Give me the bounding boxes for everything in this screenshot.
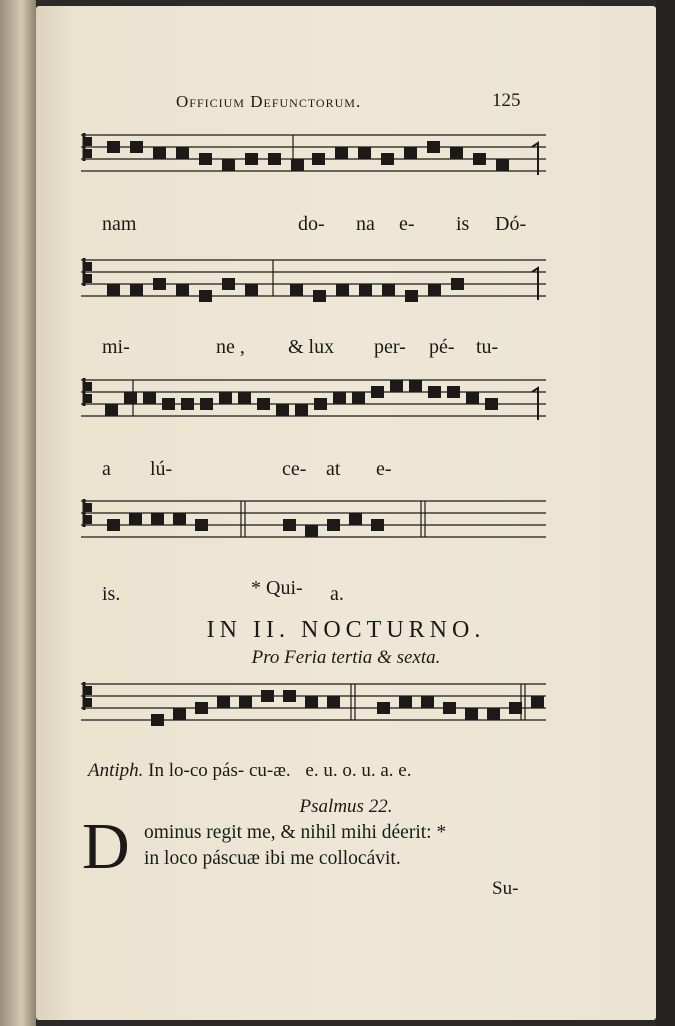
chant-note <box>176 284 189 296</box>
chant-note <box>151 714 164 726</box>
lyric-syllable: do- <box>298 213 325 235</box>
lyric-syllable: is <box>456 213 470 235</box>
chant-staff-2 <box>81 248 546 318</box>
section-title: IN II. NOCTURNO. <box>206 617 486 643</box>
chant-note <box>390 380 403 392</box>
chant-note <box>200 398 213 410</box>
chant-note <box>173 708 186 720</box>
chant-note <box>358 147 371 159</box>
lyric-syllable: mi- <box>102 336 130 358</box>
chant-note <box>105 404 118 416</box>
chant-note <box>327 696 340 708</box>
chant-note <box>382 284 395 296</box>
chant-note <box>371 519 384 531</box>
book-gutter <box>0 0 36 1026</box>
chant-note <box>312 153 325 165</box>
lyric-syllable: & lux <box>288 336 335 358</box>
chant-note <box>176 147 189 159</box>
chant-note <box>290 284 303 296</box>
chant-note <box>268 153 281 165</box>
psalm-verse-line-1: ominus regit me, & nihil mihi déerit: * <box>144 822 447 843</box>
lyric-syllable: Dó- <box>495 213 527 235</box>
chant-note <box>219 392 232 404</box>
chant-note <box>124 392 137 404</box>
chant-note <box>305 525 318 537</box>
chant-note <box>153 147 166 159</box>
chant-note <box>291 159 304 171</box>
chant-note <box>377 702 390 714</box>
lyric-syllable: e- <box>399 213 415 235</box>
lyric-syllable: lú- <box>150 458 173 480</box>
chant-note <box>349 513 362 525</box>
lyric-syllable: per- <box>374 336 406 358</box>
chant-note <box>217 696 230 708</box>
drop-cap: D <box>82 810 130 883</box>
lyric-syllable: ne , <box>216 336 245 358</box>
chant-note <box>428 284 441 296</box>
chant-note <box>151 513 164 525</box>
lyric-syllable: is. <box>102 583 121 605</box>
chant-note <box>487 708 500 720</box>
chant-note <box>421 696 434 708</box>
chant-note <box>199 290 212 302</box>
chant-note <box>238 392 251 404</box>
catchword: Su- <box>492 878 519 899</box>
chant-note <box>162 398 175 410</box>
staff-lines-1 <box>81 123 546 193</box>
chant-note <box>409 380 422 392</box>
chant-note <box>531 696 544 708</box>
chant-staff-4 <box>81 489 546 569</box>
chant-note <box>399 696 412 708</box>
chant-note <box>327 519 340 531</box>
lyric-syllable: na <box>356 213 375 235</box>
staff-lines-5 <box>81 672 546 752</box>
staff-lines-2 <box>81 248 546 318</box>
chant-note <box>496 159 509 171</box>
staff-lines-4 <box>81 489 546 569</box>
chant-note <box>222 159 235 171</box>
chant-note <box>404 147 417 159</box>
lyric-syllable: * Qui- <box>251 577 303 599</box>
lyric-syllable: ce- <box>282 458 307 480</box>
chant-note <box>195 519 208 531</box>
chant-note <box>450 147 463 159</box>
chant-note <box>245 153 258 165</box>
lyric-syllable: nam <box>102 213 137 235</box>
staff-lines-3 <box>81 368 546 438</box>
chant-note <box>257 398 270 410</box>
chant-note <box>473 153 486 165</box>
chant-note <box>451 278 464 290</box>
lyric-syllable: pé- <box>429 336 455 358</box>
chant-note <box>333 392 346 404</box>
chant-note <box>173 513 186 525</box>
running-head: Officium Defunctorum. <box>176 92 362 111</box>
chant-note <box>181 398 194 410</box>
lyric-syllable: a <box>102 458 111 480</box>
lyric-syllable: at <box>326 458 341 480</box>
chant-note <box>130 284 143 296</box>
chant-note <box>199 153 212 165</box>
chant-note <box>381 153 394 165</box>
antiphon-text: In lo-co pás- cu-æ. <box>148 760 291 781</box>
section-subtitle: Pro Feria tertia & sexta. <box>251 647 441 668</box>
chant-note <box>143 392 156 404</box>
chant-note <box>447 386 460 398</box>
chant-note <box>336 284 349 296</box>
book-edge-shadow <box>656 0 675 1026</box>
chant-note <box>466 392 479 404</box>
chant-note <box>465 708 478 720</box>
chant-note <box>283 690 296 702</box>
chant-note <box>359 284 372 296</box>
chant-note <box>239 696 252 708</box>
chant-note <box>427 141 440 153</box>
chant-note <box>129 513 142 525</box>
chant-note <box>107 519 120 531</box>
chant-note <box>335 147 348 159</box>
chant-note <box>283 519 296 531</box>
chant-note <box>405 290 418 302</box>
chant-note <box>443 702 456 714</box>
lyric-syllable: tu- <box>476 336 499 358</box>
chant-note <box>352 392 365 404</box>
chant-note <box>305 696 318 708</box>
chant-staff-5 <box>81 672 546 752</box>
page-number: 125 <box>492 90 521 111</box>
chant-note <box>428 386 441 398</box>
chant-note <box>313 290 326 302</box>
chant-note <box>295 404 308 416</box>
psalm-title: Psalmus 22. <box>299 796 393 817</box>
chant-staff-1 <box>81 123 546 193</box>
antiphon-line <box>88 760 411 782</box>
chant-note <box>222 278 235 290</box>
chant-note <box>195 702 208 714</box>
lyric-syllable: e- <box>376 458 392 480</box>
chant-note <box>276 404 289 416</box>
chant-note <box>245 284 258 296</box>
chant-note <box>371 386 384 398</box>
chant-note <box>107 284 120 296</box>
chant-note <box>107 141 120 153</box>
chant-note <box>314 398 327 410</box>
chant-note <box>130 141 143 153</box>
book-page <box>36 6 656 1020</box>
psalm-verse-line-2: in loco páscuæ ibi me collocávit. <box>144 848 401 869</box>
chant-staff-3 <box>81 368 546 438</box>
lyric-syllable: a. <box>330 583 344 605</box>
antiphon-euouae: e. u. o. u. a. e. <box>305 760 412 781</box>
chant-note <box>261 690 274 702</box>
chant-note <box>509 702 522 714</box>
antiphon-label: Antiph. <box>88 760 144 781</box>
chant-note <box>153 278 166 290</box>
chant-note <box>485 398 498 410</box>
